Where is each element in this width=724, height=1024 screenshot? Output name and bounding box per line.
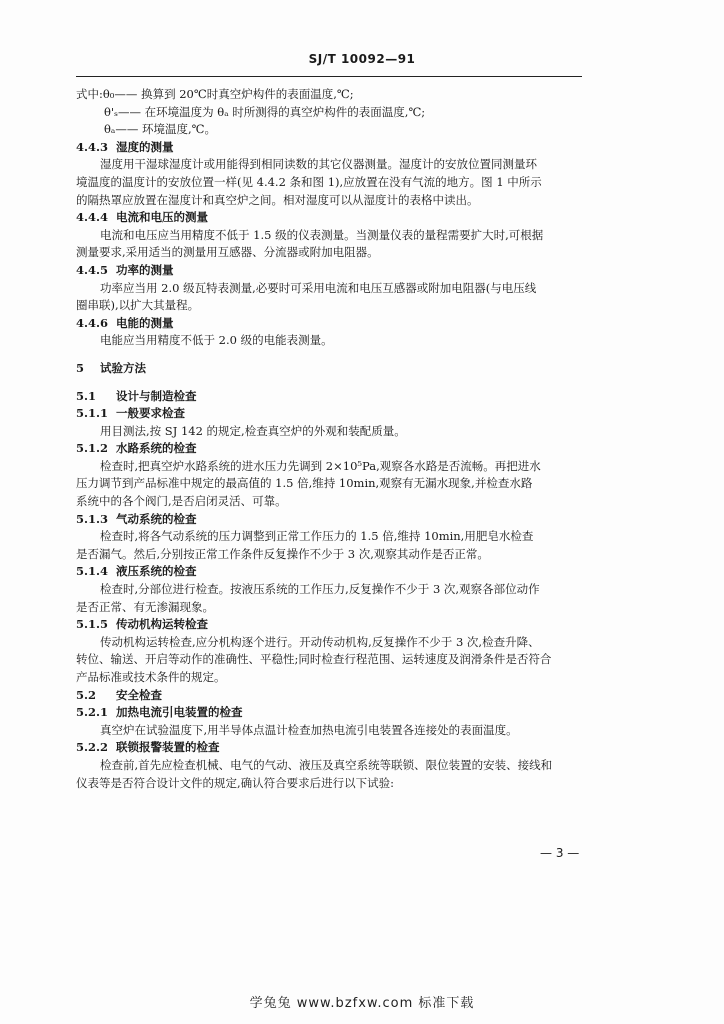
section-heading	[76, 388, 584, 406]
heading-text: 试验方法	[100, 360, 146, 375]
heading-text: 传动机构运转检查	[116, 617, 208, 632]
clause-number: 5.2	[76, 687, 97, 702]
clause-number: 5.1.5	[76, 617, 109, 632]
body-text-line: 的隔热罩应放置在湿度计和真空炉之间。相对湿度可以从湿度计的表格中读出。	[76, 192, 479, 207]
body-text-line: 境温度的温度计的安放位置一样(见 4.4.2 条和图 1),应放置在没有气流的地方。图 1 中所示	[76, 174, 542, 189]
body-text-line: 用目测法,按 SJ 142 的规定,检查真空炉的外观和装配质量。	[100, 423, 406, 438]
heading-text: 一般要求检查	[116, 406, 185, 421]
section-heading	[76, 405, 584, 423]
spacer	[76, 378, 584, 388]
watermark-footer: 学兔兔 www.bzfxw.com 标准下载	[249, 996, 475, 1011]
body-text-line: 压力调节到产品标准中规定的最高值的 1.5 倍,维持 10min,观察有无漏水现象,并检查水路	[76, 476, 533, 491]
body-text-line: 功率应当用 2.0 级瓦特表测量,必要时可采用电流和电压互感器或附加电阻器(与电压线	[100, 280, 537, 295]
heading-text: 湿度的测量	[116, 139, 174, 154]
clause-number: 5.1.2	[76, 441, 109, 456]
heading-text: 液压系统的检查	[116, 564, 197, 579]
clause-number: 5.2.1	[76, 705, 109, 720]
clause-number: 5	[76, 360, 85, 375]
section-heading	[76, 563, 584, 581]
heading-text: 功率的测量	[116, 262, 174, 277]
body-text-line: 测量要求,采用适当的测量用互感器、分流器或附加电阻器。	[76, 245, 379, 260]
clause-number: 4.4.3	[76, 139, 109, 154]
page-number: — 3 —	[540, 846, 580, 860]
heading-text: 设计与制造检查	[116, 388, 197, 403]
body-text-line: 电能应当用精度不低于 2.0 级的电能表测量。	[100, 333, 333, 348]
body-text-line: 检查时,把真空炉水路系统的进水压力先调到 2×10⁵Pa,观察各水路是否流畅。再把进水	[100, 458, 541, 473]
section-heading	[76, 511, 584, 529]
body-text-line: 检查前,首先应检查机械、电气的气动、液压及真空系统等联锁、限位装置的安装、接线和	[100, 757, 553, 772]
clause-number: 4.4.4	[76, 210, 109, 225]
body-text-line: 转位、输送、开启等动作的准确性、平稳性;同时检查行程范围、运转速度及润滑条件是否符合	[76, 652, 552, 667]
body-text-line: 真空炉在试验温度下,用半导体点温计检查加热电流引电装置各连接处的表面温度。	[100, 722, 518, 737]
heading-text: 电流和电压的测量	[116, 210, 208, 225]
body-text-line: 检查时,分部位进行检查。按液压系统的工作压力,反复操作不少于 3 次,观察各部位动作	[100, 582, 540, 597]
body-text-line: 检查时,将各气动系统的压力调整到正常工作压力的 1.5 倍,维持 10min,用肥皂水检查	[100, 529, 534, 544]
heading-text: 电能的测量	[116, 315, 174, 330]
page-header: SJ/T 10092—91	[308, 52, 416, 66]
heading-text: 加热电流引电装置的检查	[116, 705, 243, 720]
clause-number: 5.1.1	[76, 406, 109, 421]
body-text-line: 是否正常、有无渗漏现象。	[76, 599, 214, 614]
clause-number: 4.4.6	[76, 315, 109, 330]
body-text-line: 系统中的各个阀门,是否启闭灵活、可靠。	[76, 494, 287, 509]
body-text-line: 仪表等是否符合设计文件的规定,确认符合要求后进行以下试验:	[76, 775, 395, 790]
section-heading	[76, 262, 584, 280]
clause-number: 5.1	[76, 388, 97, 403]
heading-text: 联锁报警装置的检查	[116, 740, 220, 755]
body-text-line: 湿度用干湿球湿度计或用能得到相同读数的其它仪器测量。湿度计的安放位置同测量环	[100, 157, 537, 172]
body-text-line: 圈串联),以扩大其量程。	[76, 298, 200, 313]
heading-text: 气动系统的检查	[116, 511, 197, 526]
section-heading	[76, 440, 584, 458]
clause-number: 4.4.5	[76, 262, 109, 277]
clause-number: 5.1.4	[76, 564, 109, 579]
document-body	[76, 86, 584, 792]
body-text-line: 电流和电压应当用精度不低于 1.5 级的仪表测量。当测量仪表的量程需要扩大时,可根据	[100, 227, 544, 242]
clause-number: 5.2.2	[76, 740, 109, 755]
body-text-line: 式中:θ₀—— 换算到 20℃时真空炉构件的表面温度,℃;	[76, 87, 354, 101]
body-text-line: θₐ—— 环境温度,℃。	[104, 122, 217, 137]
body-text-line: θ'ₛ—— 在环境温度为 θₐ 时所测得的真空炉构件的表面温度,℃;	[104, 104, 426, 119]
heading-text: 安全检查	[116, 687, 162, 702]
section-heading	[76, 739, 584, 757]
section-heading	[76, 139, 584, 157]
body-text-line: 产品标准或技术条件的规定。	[76, 670, 226, 684]
header-rule	[76, 76, 582, 77]
section-heading	[76, 360, 584, 378]
spacer	[76, 350, 584, 360]
section-heading	[76, 616, 584, 634]
section-heading	[76, 209, 584, 227]
heading-text: 水路系统的检查	[116, 441, 197, 456]
section-heading	[76, 704, 584, 722]
body-text-line: 传动机构运转检查,应分机构逐个进行。开动传动机构,反复操作不少于 3 次,检查升降、	[100, 634, 540, 649]
section-heading	[76, 315, 584, 333]
body-text-line: 是否漏气。然后,分别按正常工作条件反复操作不少于 3 次,观察其动作是否正常。	[76, 546, 489, 561]
clause-number: 5.1.3	[76, 511, 109, 526]
section-heading	[76, 687, 584, 705]
